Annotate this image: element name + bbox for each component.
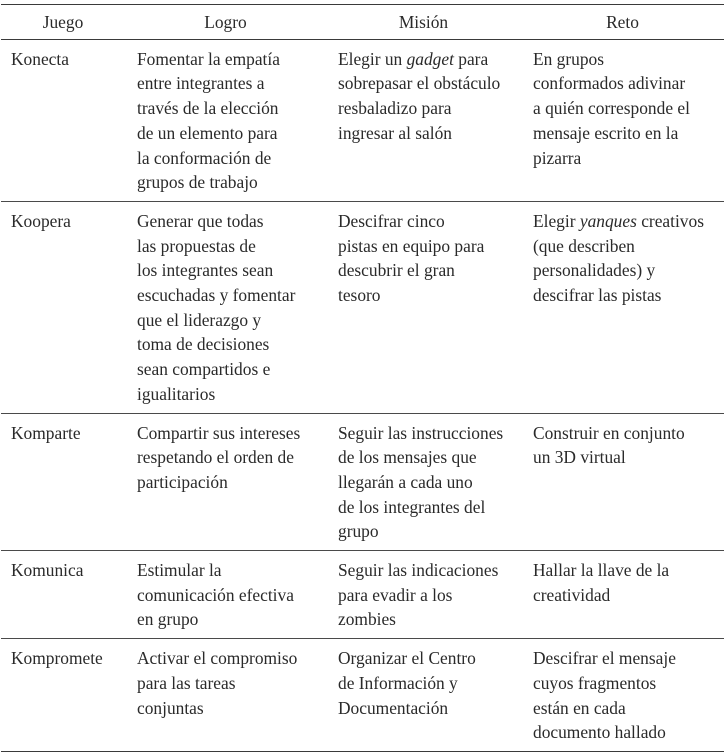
reto-line [533, 558, 720, 583]
mision-line [338, 234, 517, 259]
header-logro: Logro [125, 5, 326, 40]
text-segment: para evadir a los [338, 584, 453, 605]
reto-line [533, 71, 720, 96]
reto-line [533, 258, 720, 283]
cell-logro [125, 551, 326, 639]
cell-reto [521, 413, 724, 551]
reto-line [533, 234, 720, 259]
text-segment: tesoro [338, 285, 381, 306]
games-table [1, 4, 724, 752]
text-segment: resbaladizo para [338, 98, 452, 119]
logro-line: comunicación efectiva [137, 584, 294, 605]
text-segment: Organizar el Centro [338, 648, 476, 669]
mision-line [338, 445, 517, 470]
text-segment: personalidades) y [533, 260, 656, 281]
cell-reto [521, 639, 724, 752]
cell-juego [1, 201, 125, 413]
mision-line [338, 646, 517, 671]
text-segment: ingresar al salón [338, 122, 452, 143]
reto-line [533, 445, 720, 470]
mision-line [338, 583, 517, 608]
mision-line [338, 495, 517, 520]
table-row [1, 39, 724, 201]
table-body [1, 39, 724, 751]
table-row [1, 551, 724, 639]
logro-line: de un elemento para [137, 122, 278, 143]
logro-line: en grupo [137, 609, 199, 630]
text-segment: Documentación [338, 697, 449, 718]
logro-line: para las tareas [137, 672, 236, 693]
logro-line: respetando el orden de [137, 447, 294, 468]
logro-line: los integrantes sean [137, 260, 274, 281]
text-segment: creatividad [533, 584, 611, 605]
mision-line [338, 470, 517, 495]
reto-line [533, 121, 720, 146]
game-name: Kompromete [11, 648, 103, 669]
reto-line [533, 47, 720, 72]
reto-line [533, 720, 720, 745]
logro-line: participación [137, 471, 228, 492]
logro-line: Compartir sus intereses [137, 422, 301, 443]
text-segment: documento hallado [533, 722, 666, 743]
header-mision: Misión [326, 5, 521, 40]
header-reto: Reto [521, 5, 724, 40]
header-row [1, 5, 724, 40]
mision-line [338, 71, 517, 96]
text-segment: para [453, 48, 489, 69]
reto-line [533, 283, 720, 308]
cell-reto [521, 201, 724, 413]
mision-line [338, 696, 517, 721]
cell-logro [125, 639, 326, 752]
text-segment: Hallar la llave de la [533, 560, 670, 581]
mision-line [338, 258, 517, 283]
reto-line [533, 583, 720, 608]
text-segment: zombies [338, 609, 396, 630]
text-segment: conformados adivinar [533, 73, 686, 94]
cell-mision [326, 551, 521, 639]
mision-line [338, 96, 517, 121]
table-row [1, 639, 724, 752]
cell-juego [1, 551, 125, 639]
logro-line: toma de decisiones [137, 334, 270, 355]
cell-logro [125, 413, 326, 551]
cell-juego [1, 39, 125, 201]
text-segment: Elegir [533, 210, 580, 231]
cell-logro [125, 201, 326, 413]
table-row [1, 413, 724, 551]
game-name: Konecta [11, 48, 69, 69]
logro-line: Generar que todas [137, 210, 264, 231]
cell-reto [521, 39, 724, 201]
logro-line: entre integrantes a [137, 73, 265, 94]
logro-line: Activar el compromiso [137, 648, 298, 669]
logro-line: las propuestas de [137, 235, 256, 256]
mision-line [338, 421, 517, 446]
reto-line [533, 696, 720, 721]
cell-juego [1, 639, 125, 752]
italic-term: gadget [406, 48, 454, 69]
logro-line: través de la elección [137, 98, 279, 119]
text-segment: grupo [338, 521, 379, 542]
game-name: Komunica [11, 560, 84, 581]
text-segment: Descifrar cinco [338, 210, 445, 231]
text-segment: (que describen [533, 235, 635, 256]
mision-line [338, 209, 517, 234]
logro-line: conjuntas [137, 697, 204, 718]
mision-line [338, 121, 517, 146]
text-segment: pizarra [533, 147, 582, 168]
cell-reto [521, 551, 724, 639]
text-segment: de los integrantes del [338, 496, 486, 517]
reto-line [533, 209, 720, 234]
italic-term: yanques [579, 210, 637, 231]
mision-line [338, 671, 517, 696]
text-segment: un 3D virtual [533, 447, 626, 468]
cell-mision [326, 639, 521, 752]
text-segment: cuyos fragmentos [533, 672, 657, 693]
mision-line [338, 519, 517, 544]
mision-line [338, 558, 517, 583]
reto-line [533, 96, 720, 121]
text-segment: llegarán a cada uno [338, 471, 473, 492]
logro-line: sean compartidos e [137, 359, 271, 380]
text-segment: de los mensajes que [338, 447, 477, 468]
mision-line [338, 607, 517, 632]
header-juego: Juego [1, 5, 125, 40]
cell-mision [326, 201, 521, 413]
text-segment: de Información y [338, 672, 458, 693]
text-segment: descubrir el gran [338, 260, 455, 281]
text-segment: descifrar las pistas [533, 285, 662, 306]
mision-line [338, 283, 517, 308]
reto-line [533, 671, 720, 696]
game-name: Komparte [11, 422, 81, 443]
text-segment: a quién corresponde el [533, 98, 690, 119]
logro-line: Fomentar la empatía [137, 48, 280, 69]
cell-mision [326, 413, 521, 551]
game-name: Koopera [11, 210, 71, 231]
logro-line: la conformación de [137, 147, 272, 168]
text-segment: creativos [636, 210, 704, 231]
table-row [1, 201, 724, 413]
text-segment: pistas en equipo para [338, 235, 485, 256]
cell-logro [125, 39, 326, 201]
cell-mision [326, 39, 521, 201]
mision-line [338, 47, 517, 72]
logro-line: que el liderazgo y [137, 309, 262, 330]
reto-line [533, 146, 720, 171]
text-segment: están en cada [533, 697, 626, 718]
text-segment: Elegir un [338, 48, 407, 69]
logro-line: igualitarios [137, 383, 216, 404]
text-segment: Seguir las indicaciones [338, 560, 499, 581]
text-segment: En grupos [533, 48, 605, 69]
reto-line [533, 421, 720, 446]
text-segment: mensaje escrito en la [533, 122, 679, 143]
logro-line: Estimular la [137, 560, 222, 581]
text-segment: Descifrar el mensaje [533, 648, 676, 669]
text-segment: Seguir las instrucciones [338, 422, 504, 443]
cell-juego [1, 413, 125, 551]
text-segment: sobrepasar el obstáculo [338, 73, 501, 94]
reto-line [533, 646, 720, 671]
logro-line: escuchadas y fomentar [137, 285, 296, 306]
logro-line: grupos de trabajo [137, 172, 258, 193]
text-segment: Construir en conjunto [533, 422, 685, 443]
